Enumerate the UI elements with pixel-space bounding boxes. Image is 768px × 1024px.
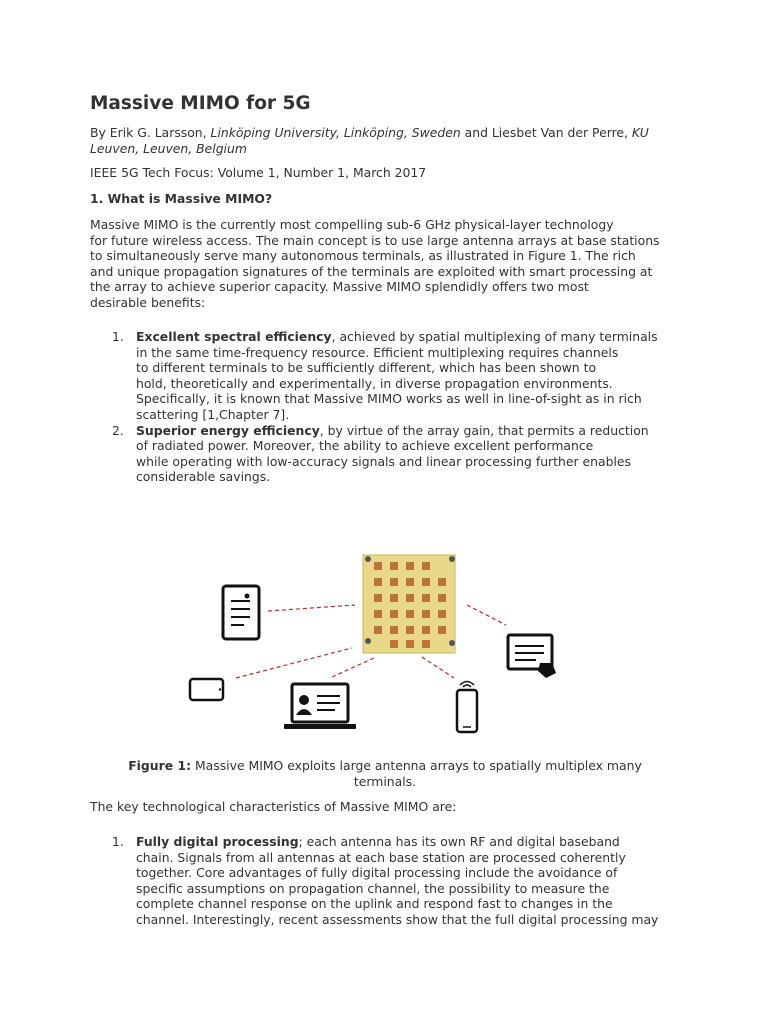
benefit-text: , by virtue of the array gain, that permits a reduction	[319, 422, 649, 438]
publication-info: IEEE 5G Tech Focus: Volume 1, Number 1, March 2017	[90, 165, 427, 180]
key-intro	[90, 799, 456, 815]
characteristic-line: specific assumptions on propagation channel, the possibility to measure the	[136, 880, 610, 896]
caption-text: Massive MIMO exploits large antenna arrays to spatially multiplex many	[191, 758, 642, 773]
benefits-list	[90, 329, 658, 485]
intro-line: desirable benefits:	[90, 294, 206, 310]
intro-line: for future wireless access. The main concept is to use large antenna arrays at base stations	[90, 232, 660, 248]
characteristic-text: ; each antenna has its own RF and digital baseband	[298, 834, 620, 849]
touch-display-icon	[508, 635, 556, 678]
link-line	[467, 605, 506, 625]
benefit-line: Specifically, it is known that Massive MIMO works as well in line-of-sight as in rich	[136, 391, 642, 407]
benefit-line: to different terminals to be sufficiently different, which has been shown to	[136, 360, 597, 376]
list-item	[90, 834, 658, 928]
byline	[90, 125, 680, 157]
affiliation-2-part1: KU	[631, 125, 649, 140]
figure-1-illustration	[180, 545, 580, 745]
benefit-line: while operating with low-accuracy signals and linear processing further enables	[136, 453, 631, 469]
benefit-title: Excellent spectral efficiency	[136, 329, 332, 344]
intro-line: and unique propagation signatures of the terminals are exploited with smart processing at	[90, 263, 653, 279]
link-line	[332, 657, 376, 677]
benefit-line: in the same time-frequency resource. Efficient multiplexing requires channels	[136, 344, 619, 360]
characteristic-line: together. Core advantages of fully digital processing include the avoidance of	[136, 865, 618, 881]
tablet-icon	[223, 586, 259, 639]
list-number: 1.	[112, 834, 124, 849]
characteristic-line: chain. Signals from all antennas at each base station are processed coherently	[136, 849, 626, 865]
intro-paragraph	[90, 217, 660, 311]
byline-and: and Liesbet Van der Perre,	[460, 125, 632, 140]
benefit-line: scattering [1,Chapter 7].	[136, 406, 290, 422]
figure-caption	[90, 758, 680, 789]
page-title: Massive MIMO for 5G	[90, 93, 311, 114]
benefit-line: considerable savings.	[136, 469, 271, 485]
affiliation-2-part2: Leuven, Leuven, Belgium	[90, 141, 247, 156]
antenna-array-board	[363, 555, 455, 653]
list-item	[90, 329, 658, 423]
characteristic-title: Fully digital processing	[136, 834, 299, 849]
link-line	[422, 657, 454, 678]
key-intro-text: The key technological characteristics of Massive MIMO are:	[90, 799, 457, 814]
intro-line: Massive MIMO is the currently most compelling sub-6 GHz physical-layer technology	[90, 217, 614, 232]
benefit-line: hold, theoretically and experimentally, in diverse propagation environments.	[136, 375, 613, 391]
laptop-icon	[284, 684, 356, 729]
figure-label: Figure 1:	[128, 758, 192, 773]
benefit-title: Superior energy efficiency	[136, 422, 320, 438]
benefit-line: of radiated power. Moreover, the ability to achieve excellent performance	[136, 438, 594, 454]
list-number: 1.	[112, 329, 124, 344]
intro-line: to simultaneously serve many autonomous terminals, as illustrated in Figure 1. The rich	[90, 248, 636, 264]
list-item	[90, 423, 658, 485]
benefit-text: , achieved by spatial multiplexing of many terminals	[331, 329, 658, 344]
smartphone-icon	[457, 682, 477, 733]
characteristics-list	[90, 834, 658, 928]
link-line	[268, 605, 355, 611]
link-line	[236, 648, 352, 678]
characteristic-line: complete channel response on the uplink and respond fast to changes in the	[136, 896, 613, 912]
list-number: 2.	[112, 422, 124, 438]
byline-prefix: By Erik G. Larsson,	[90, 125, 211, 140]
affiliation-1: Linköping University, Linköping, Sweden	[210, 125, 461, 140]
intro-line: the array to achieve superior capacity. Massive MIMO splendidly offers two most	[90, 279, 589, 295]
characteristic-line: channel. Interestingly, recent assessments show that the full digital processing may	[136, 911, 659, 927]
section-heading: 1. What is Massive MIMO?	[90, 191, 273, 206]
phone-landscape-icon	[190, 679, 223, 700]
caption-text: terminals.	[353, 773, 417, 789]
